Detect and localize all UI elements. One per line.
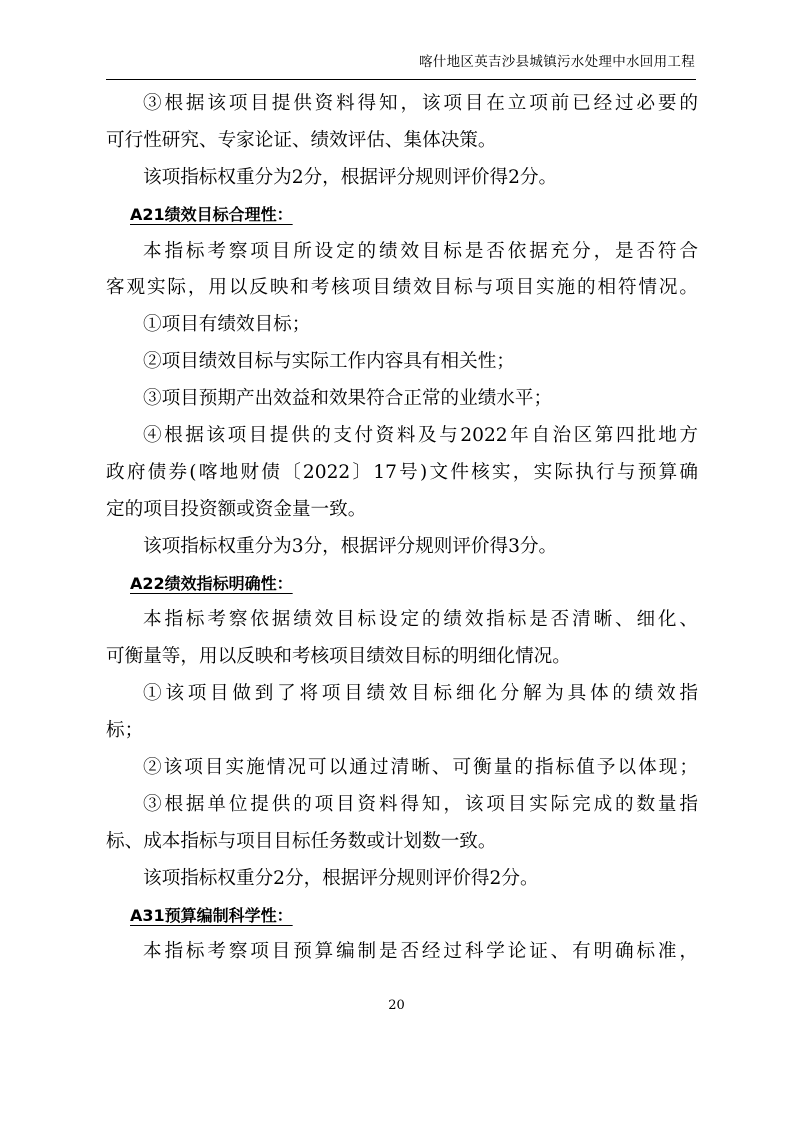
list-item: ②项目绩效目标与实际工作内容具有相关性；: [143, 351, 515, 373]
paragraph-line: ③根据该项目提供资料得知，该项目在立项前已经过必要的: [143, 93, 698, 114]
paragraph-line: 该项指标权重分为2分，根据评分规则评价得2分。: [143, 166, 558, 188]
paragraph-line: 本指标考察项目所设定的绩效目标是否依据充分，是否符合: [143, 240, 698, 262]
list-item: ①该项目做到了将项目绩效目标细化分解为具体的绩效指: [143, 683, 698, 705]
paragraph-line: 该项指标权重分2分，根据评分规则评价得2分。: [143, 867, 539, 889]
paragraph-line: 可衡量等，用以反映和考核项目绩效目标的明细化情况。: [106, 646, 571, 668]
paragraph-line: 可行性研究、专家论证、绩效评估、集体决策。: [106, 129, 497, 151]
paragraph-line: 该项指标权重分为3分，根据评分规则评价得3分。: [143, 535, 558, 557]
list-item: ③项目预期产出效益和效果符合正常的业绩水平；: [143, 388, 553, 410]
header-rule: [106, 79, 696, 80]
running-header: 喀什地区英吉沙县城镇污水处理中水回用工程: [419, 54, 695, 70]
paragraph-line: 政府债券(喀地财债〔2022〕17号)文件核实，实际执行与预算确: [106, 461, 698, 483]
document-body: [106, 86, 698, 971]
section-heading-a31: A31预算编制科学性：: [130, 905, 293, 925]
paragraph-line: 客观实际，用以反映和考核项目绩效目标与项目实施的相符情况。: [106, 277, 698, 299]
paragraph-line: 定的项目投资额或资金量一致。: [106, 498, 367, 520]
paragraph-line: 本指标考察项目预算编制是否经过科学论证、有明确标准，: [143, 941, 698, 963]
page-number: 20: [388, 998, 405, 1013]
paragraph-line: 本指标考察依据绩效目标设定的绩效指标是否清晰、细化、: [143, 609, 698, 631]
section-heading-a21: A21绩效目标合理性：: [130, 204, 293, 224]
paragraph-line: 标；: [106, 720, 144, 742]
paragraph-line: 标、成本指标与项目目标任务数或计划数一致。: [106, 830, 497, 852]
list-item: ②该项目实施情况可以通过清晰、可衡量的指标值予以体现；: [143, 757, 698, 779]
section-heading-a22: A22绩效指标明确性：: [130, 573, 293, 593]
list-item: ③根据单位提供的项目资料得知，该项目实际完成的数量指: [143, 793, 698, 815]
list-item: ①项目有绩效目标；: [143, 314, 311, 336]
list-item: ④根据该项目提供的支付资料及与2022年自治区第四批地方: [143, 425, 698, 447]
